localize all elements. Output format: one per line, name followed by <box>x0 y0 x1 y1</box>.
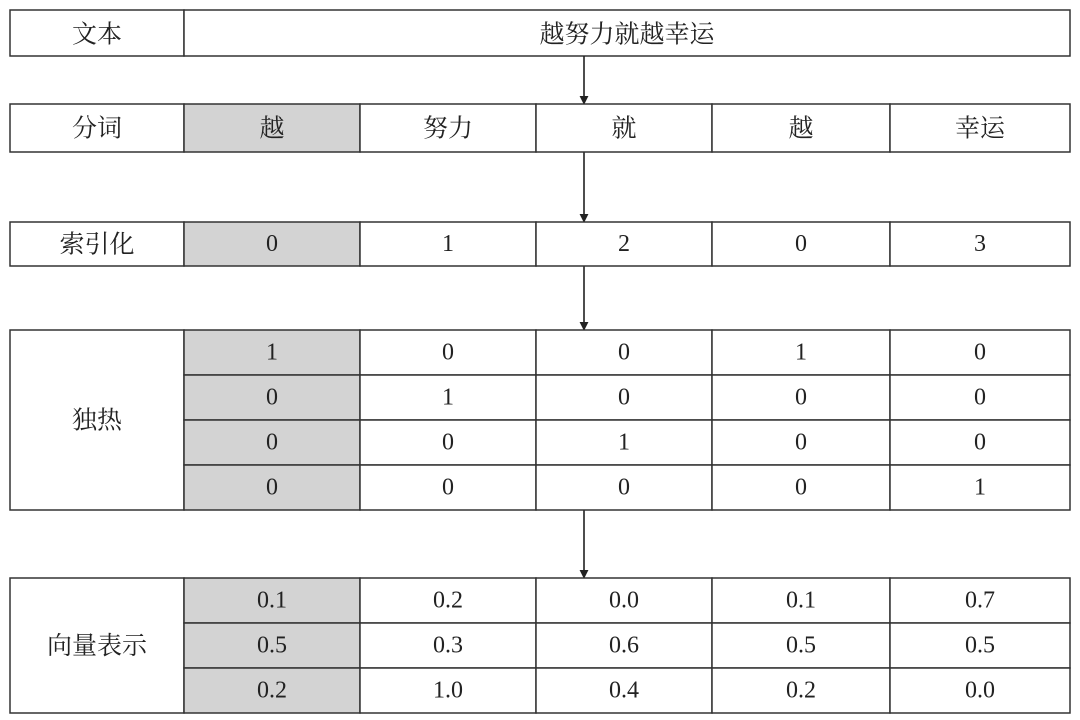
onehot-table-value: 0 <box>618 474 630 501</box>
tokens-table-label: 分词 <box>71 113 123 143</box>
text-row <box>10 10 1070 56</box>
text-label: 文本 <box>71 19 123 49</box>
tables <box>10 104 1070 713</box>
vectors-table-value: 0.5 <box>786 632 816 659</box>
vectors-table-value: 0.2 <box>786 677 816 704</box>
tokens-table-value: 越 <box>788 113 814 143</box>
vectors-table-value: 0.2 <box>257 677 287 704</box>
tokens-table-value: 努力 <box>422 113 474 143</box>
onehot-table-value: 1 <box>795 339 807 366</box>
index-table-value: 1 <box>442 231 454 257</box>
tokens-table-value: 就 <box>611 113 637 143</box>
text-value: 越努力就越幸运 <box>539 19 715 49</box>
vectors-table-value: 0.2 <box>433 587 463 614</box>
vectors-table-value: 0.6 <box>609 632 639 659</box>
onehot-table-value: 0 <box>974 384 986 411</box>
vectors-table-value: 0.0 <box>609 587 639 614</box>
onehot-table-value: 1 <box>618 429 630 456</box>
onehot-table-value: 0 <box>442 474 454 501</box>
onehot-table <box>10 330 1070 510</box>
vectors-table-value: 0.5 <box>965 632 995 659</box>
vectors-table <box>10 578 1070 713</box>
onehot-table-value: 0 <box>795 474 807 501</box>
tokens-table-value: 幸运 <box>954 113 1006 143</box>
vectors-table-value: 0.7 <box>965 587 995 614</box>
vectors-table-value: 0.4 <box>609 677 639 704</box>
vectors-table-label: 向量表示 <box>46 631 148 660</box>
onehot-table-value: 0 <box>266 384 278 411</box>
onehot-table-value: 0 <box>442 429 454 456</box>
tokens-table <box>10 104 1070 152</box>
onehot-table-value: 0 <box>974 429 986 456</box>
vectors-table-value: 1.0 <box>433 677 463 704</box>
onehot-table-value: 0 <box>795 429 807 456</box>
onehot-table-value: 0 <box>618 339 630 366</box>
tokens-table-value: 越 <box>259 113 285 143</box>
onehot-table-value: 0 <box>266 429 278 456</box>
index-table-value: 3 <box>974 231 986 257</box>
index-table-value: 0 <box>266 231 278 257</box>
onehot-table-value: 0 <box>266 474 278 501</box>
onehot-table-value: 0 <box>442 339 454 366</box>
index-table <box>10 222 1070 266</box>
vectors-table-value: 0.0 <box>965 677 995 704</box>
onehot-table-label: 独热 <box>71 405 123 435</box>
onehot-table-value: 0 <box>618 384 630 411</box>
index-table-value: 0 <box>795 231 807 257</box>
onehot-table-value: 0 <box>795 384 807 411</box>
index-table-label: 索引化 <box>59 229 135 259</box>
vectors-table-value: 0.1 <box>257 587 287 614</box>
onehot-table-value: 1 <box>974 474 986 501</box>
vectors-table-value: 0.5 <box>257 632 287 659</box>
onehot-table-value: 1 <box>266 339 278 366</box>
vectors-table-value: 0.1 <box>786 587 816 614</box>
onehot-table-value: 0 <box>974 339 986 366</box>
index-table-value: 2 <box>618 231 630 257</box>
vectors-table-value: 0.3 <box>433 632 463 659</box>
onehot-table-value: 1 <box>442 384 454 411</box>
